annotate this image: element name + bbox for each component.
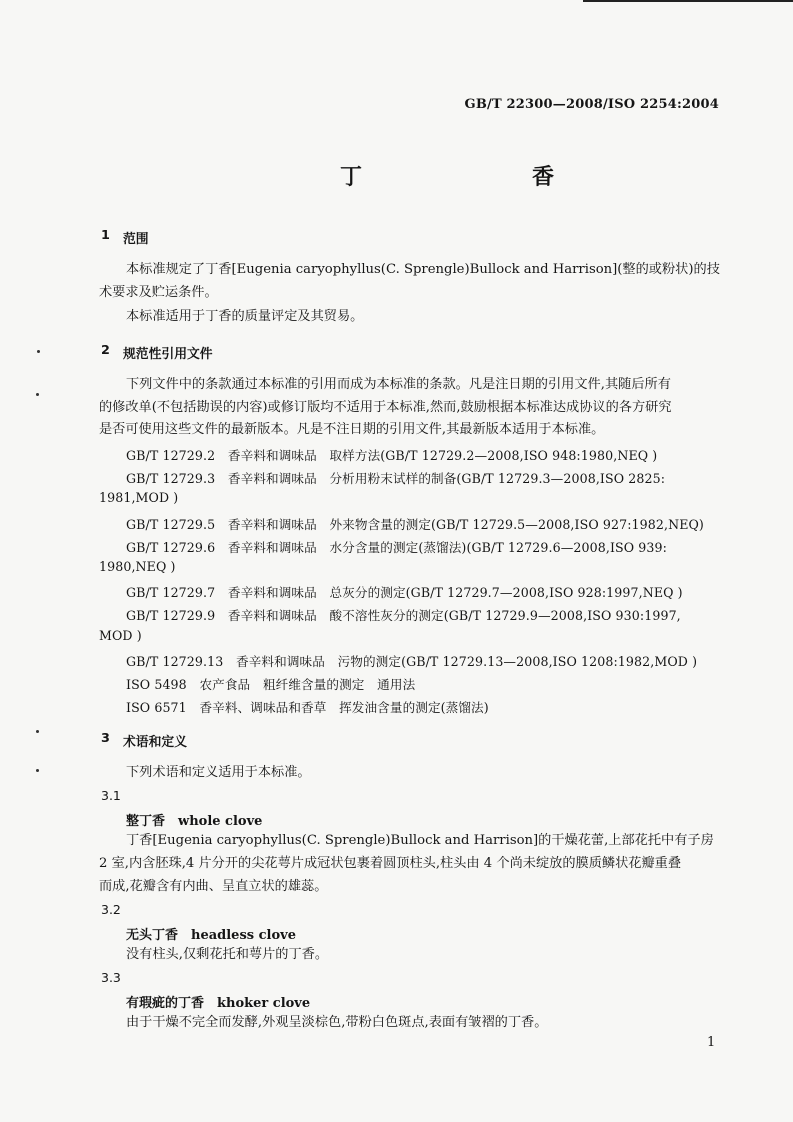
reference-line: 1980,NEQ ) <box>99 559 176 574</box>
section-2-para-2: 的修改单(不包括勘误的内容)或修订版均不适用于本标准,然而,鼓励根据本标准达成协议的各方研究 <box>99 400 672 415</box>
term-definition: 丁香[Eugenia caryophyllus(C. Sprengle)Bullock and Harrison]的干燥花蕾,上部花托中有子房 <box>126 833 714 848</box>
term-name: 整丁香 whole clove <box>126 814 263 829</box>
section-1-para-1: 本标准规定了丁香[Eugenia caryophyllus(C. Sprengle)Bullock and Harrison](整的或粉状)的技 <box>126 262 720 277</box>
reference-line: GB/T 12729.9 香辛料和调味品 酸不溶性灰分的测定(GB/T 12729.9—2008,ISO 930:1997, <box>126 608 681 623</box>
term-number: 3.2 <box>101 902 121 917</box>
reference-line: GB/T 12729.13 香辛料和调味品 污物的测定(GB/T 12729.13—2008,ISO 1208:1982,MOD ) <box>126 654 698 669</box>
scan-speck <box>36 393 39 396</box>
section-2-number: 2 <box>101 343 110 358</box>
term-definition: 由于干燥不完全而发酵,外观呈淡棕色,带粉白色斑点,表面有皱褶的丁香。 <box>126 1015 548 1030</box>
scan-edge-line <box>583 0 793 2</box>
section-1-para-2: 术要求及贮运条件。 <box>99 285 218 300</box>
reference-line: MOD ) <box>99 628 142 643</box>
page-title: 丁 香 <box>340 164 629 190</box>
reference-line: GB/T 12729.3 香辛料和调味品 分析用粉末试样的制备(GB/T 12729.3—2008,ISO 2825: <box>126 471 666 486</box>
section-3-heading: 术语和定义 <box>123 735 187 750</box>
section-2-para-1: 下列文件中的条款通过本标准的引用而成为本标准的条款。凡是注日期的引用文件,其随后所有 <box>126 377 671 392</box>
reference-line: GB/T 12729.6 香辛料和调味品 水分含量的测定(蒸馏法)(GB/T 12729.6—2008,ISO 939: <box>126 540 667 555</box>
term-name: 无头丁香 headless clove <box>126 928 296 943</box>
term-number: 3.3 <box>101 970 121 985</box>
scan-speck <box>36 769 39 772</box>
scan-speck <box>37 350 40 353</box>
section-1-heading: 范围 <box>123 232 149 247</box>
section-2-heading: 规范性引用文件 <box>123 347 213 362</box>
term-name: 有瑕疵的丁香 khoker clove <box>126 996 311 1011</box>
standard-code: GB/T 22300—2008/ISO 2254:2004 <box>464 97 719 112</box>
reference-line: GB/T 12729.7 香辛料和调味品 总灰分的测定(GB/T 12729.7—2008,ISO 928:1997,NEQ ) <box>126 585 683 600</box>
term-definition: 而成,花瓣含有内曲、呈直立状的雄蕊。 <box>99 879 328 894</box>
section-1-number: 1 <box>101 228 110 243</box>
section-1-para-3: 本标准适用于丁香的质量评定及其贸易。 <box>126 309 364 324</box>
reference-line: GB/T 12729.2 香辛料和调味品 取样方法(GB/T 12729.2—2008,ISO 948:1980,NEQ ) <box>126 448 658 463</box>
reference-line: ISO 6571 香辛料、调味品和香草 挥发油含量的测定(蒸馏法) <box>126 700 489 715</box>
term-definition: 2 室,内含胚珠,4 片分开的尖花萼片成冠状包裹着圆顶柱头,柱头由 4 个尚未绽放的膜质鳞状花瓣重叠 <box>99 856 682 871</box>
reference-line: GB/T 12729.5 香辛料和调味品 外来物含量的测定(GB/T 12729.5—2008,ISO 927:1982,NEQ) <box>126 517 704 532</box>
reference-line: ISO 5498 农产食品 粗纤维含量的测定 通用法 <box>126 677 416 692</box>
section-2-para-3: 是否可使用这些文件的最新版本。凡是不注日期的引用文件,其最新版本适用于本标准。 <box>99 422 605 437</box>
reference-line: 1981,MOD ) <box>99 490 179 505</box>
term-number: 3.1 <box>101 788 121 803</box>
section-3-number: 3 <box>101 731 110 746</box>
term-definition: 没有柱头,仅剩花托和萼片的丁香。 <box>126 947 329 962</box>
scan-speck <box>36 730 39 733</box>
page-number: 1 <box>707 1035 716 1050</box>
section-3-para-1: 下列术语和定义适用于本标准。 <box>126 765 311 780</box>
